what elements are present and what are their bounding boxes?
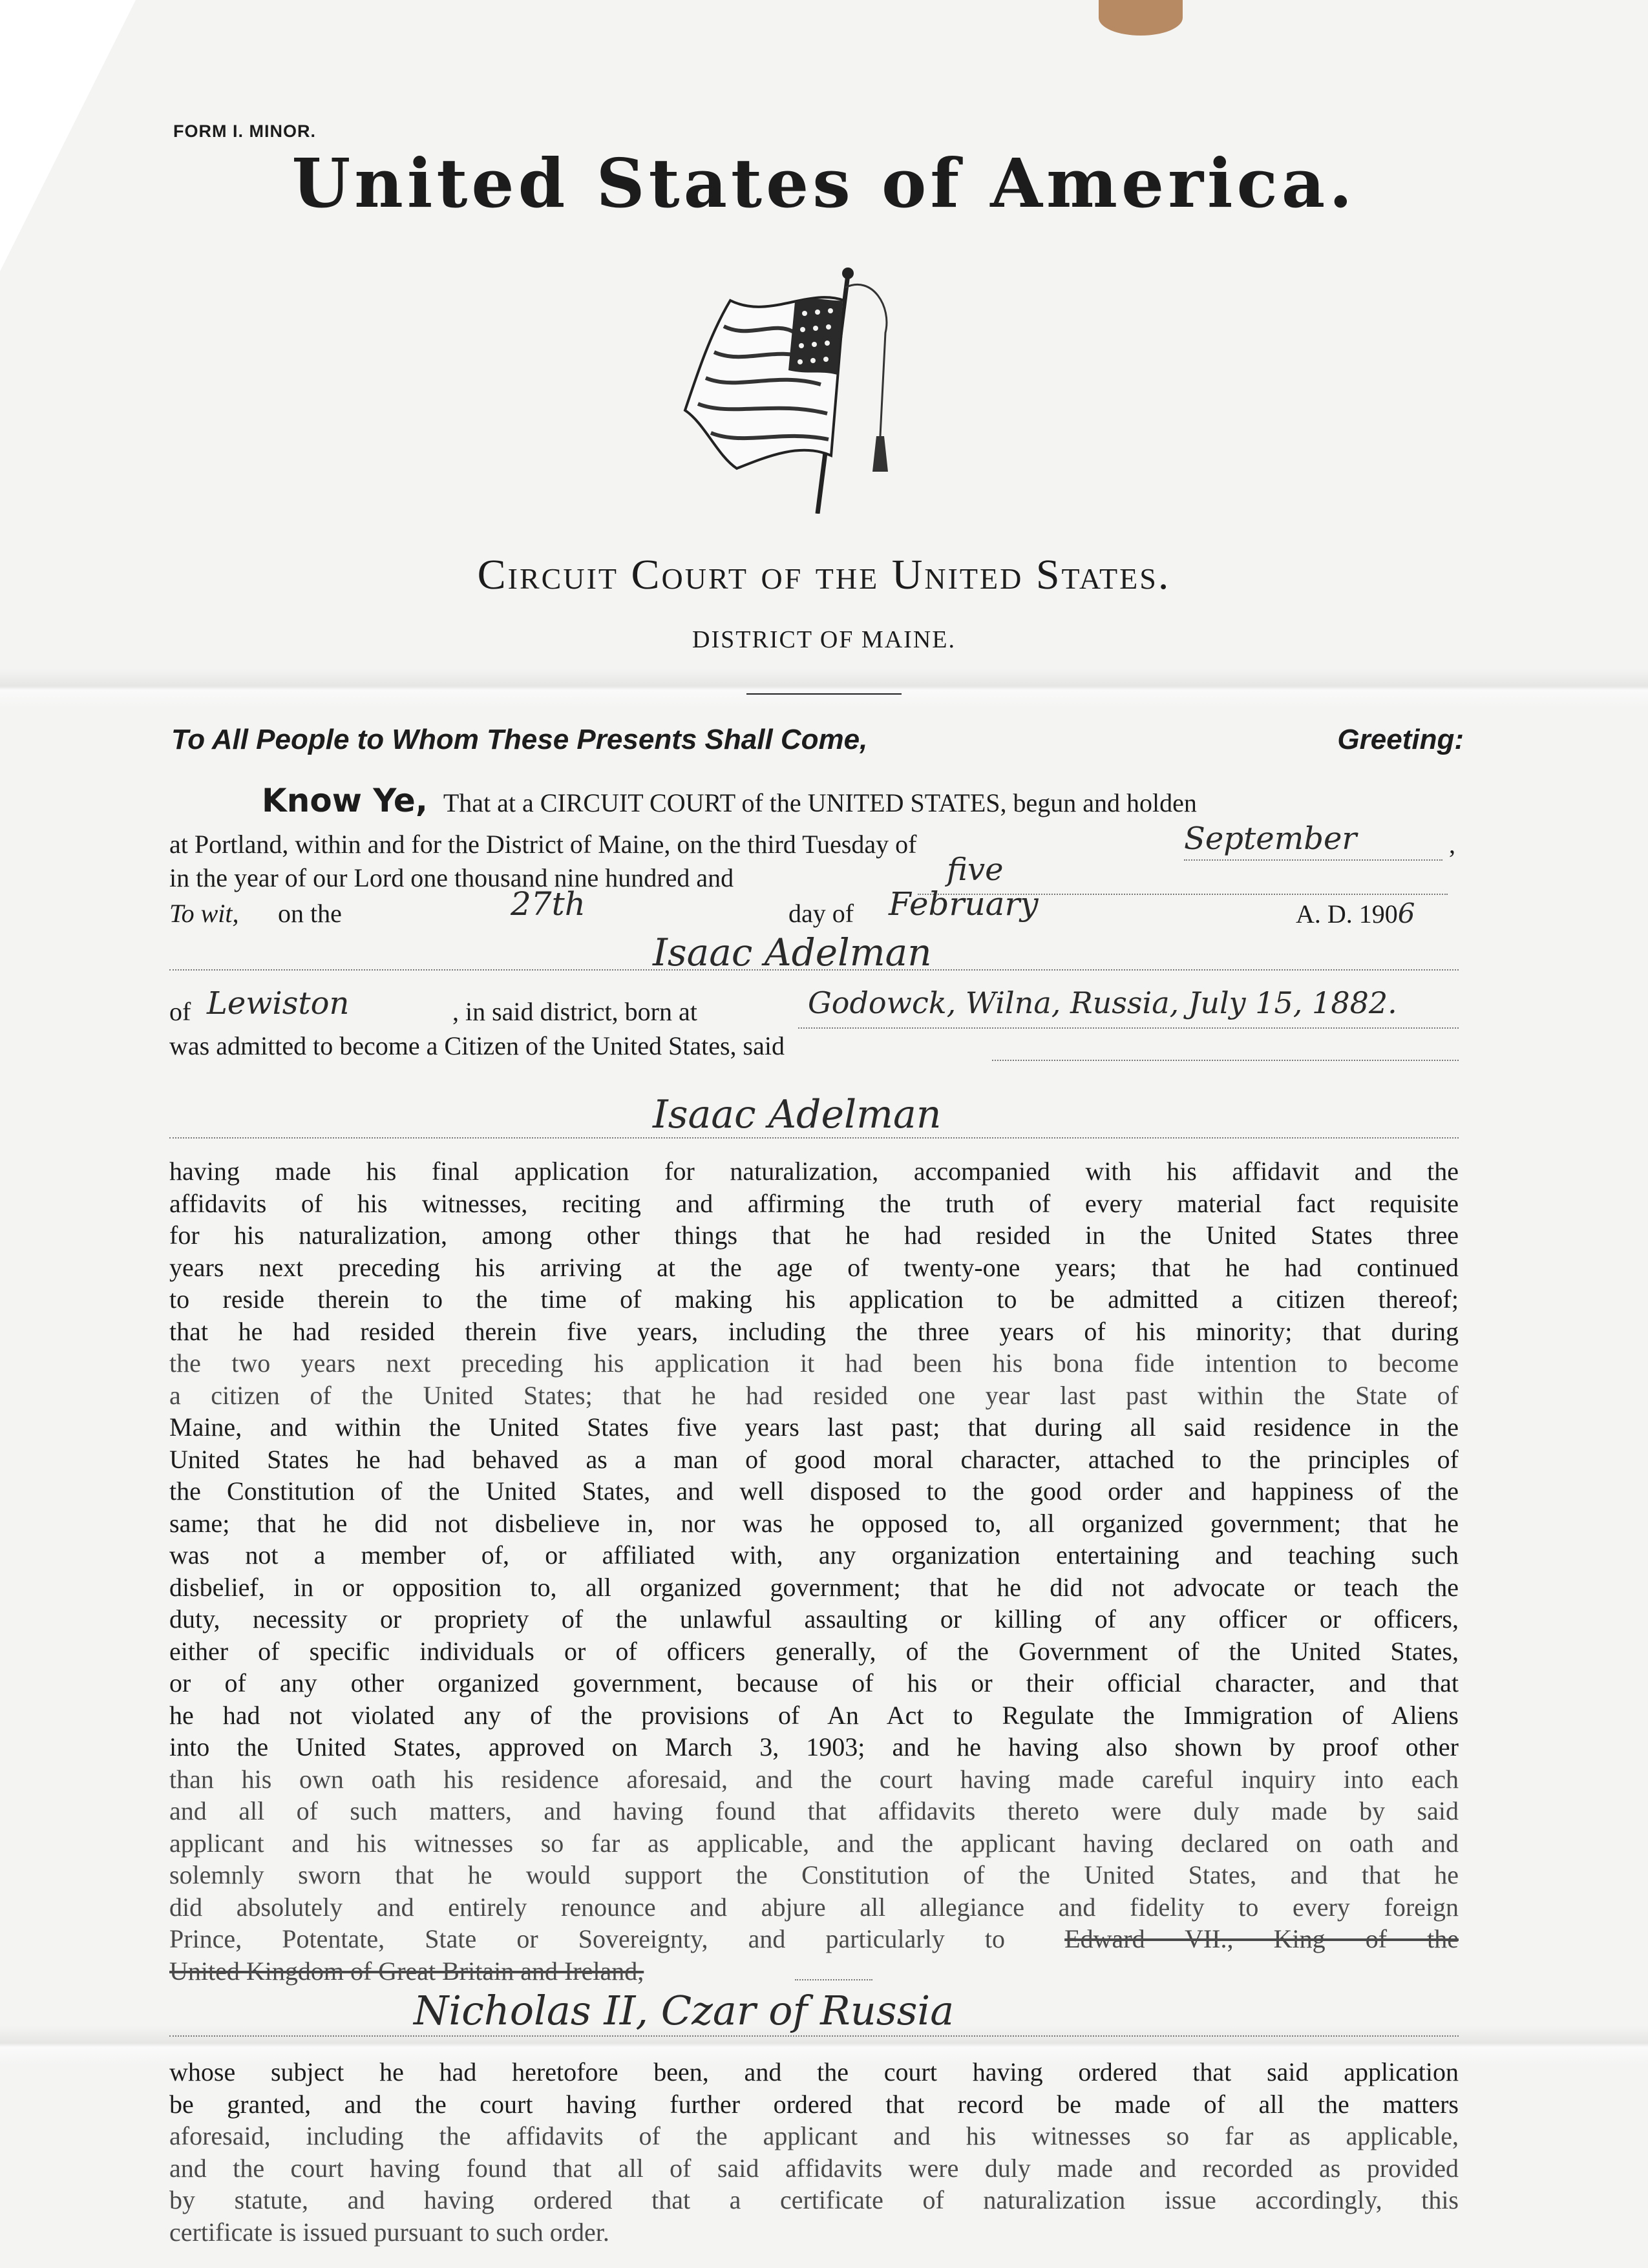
birthplace-handwritten: Godowck, Wilna, Russia, July 15, 1882. — [808, 985, 1397, 1020]
body-line: and all of such matters, and having found that affidavits thereto were duly made by said — [169, 1796, 1459, 1825]
closing-line: certificate is issued pursuant to such order. — [169, 2217, 609, 2247]
form-label: FORM I. MINOR. — [173, 121, 316, 141]
to-wit: To wit, — [169, 899, 239, 928]
closing-line: be granted, and the court having further ordered that record be made of all the matters — [169, 2089, 1459, 2119]
applicant-name-handwritten: Isaac Adelman — [653, 930, 932, 974]
body-line: into the United States, approved on March 3, 1903; and he having also shown by proof other — [169, 1732, 1459, 1761]
closing-line: aforesaid, including the affidavits of the applicant and his witnesses so far as applicable, — [169, 2121, 1459, 2150]
closing-line: whose subject he had heretofore been, and the court having ordered that said application — [169, 2057, 1459, 2086]
anno-domini — [1296, 898, 1415, 930]
field-underline — [795, 1979, 872, 1980]
document-title: United States of America. — [291, 143, 1357, 223]
body-line: did absolutely and entirely renounce and abjure all allegiance and fidelity to every foreign — [169, 1892, 1459, 1922]
body-line: the two years next preceding his application it had been his bona fide intention to become — [169, 1349, 1459, 1378]
certificate-body — [169, 1155, 1459, 1987]
body-line: United States he had behaved as a man of good moral character, attached to the principles of — [169, 1444, 1459, 1474]
struck-kingdom-line — [169, 1955, 1459, 1988]
intro-line-2: at Portland, within and for the District of Maine, on the third Tuesday of — [169, 830, 917, 859]
paper-fold — [0, 669, 1648, 708]
body-line: applicant and his witnesses so far as applicable, and the applicant having declared on oath and — [169, 1828, 1459, 1858]
body-line: or of any other organized government, because of his or their official character, and that — [169, 1668, 1459, 1697]
folded-corner — [0, 0, 136, 271]
body-line: he had not violated any of the provisions of An Act to Regulate the Immigration of Aliens — [169, 1700, 1459, 1730]
intro-line-3: in the year of our Lord one thousand nine hundred and — [169, 863, 734, 892]
body-line: disbelief, in or opposition to, all organized government; that he did not advocate or teach the — [169, 1572, 1459, 1602]
body-line: solemnly sworn that he would support the Constitution of the United States, and that he — [169, 1860, 1459, 1889]
ad-label: A. D. 190 — [1296, 899, 1398, 929]
body-line: years next preceding his arriving at the age of twenty-one years; that he had continued — [169, 1252, 1459, 1282]
district-name: DISTRICT OF MAINE. — [692, 626, 956, 653]
ad-digit-handwritten: 6 — [1397, 898, 1415, 929]
month-handwritten: September — [1184, 821, 1357, 857]
closing-line: and the court having found that all of said affidavits were duly made and recorded as provided — [169, 2153, 1459, 2183]
struck-king: Edward VII., King of the — [1064, 1924, 1459, 1953]
body-line: the Constitution of the United States, and well disposed to the good order and happiness of the — [169, 1476, 1459, 1506]
certificate-closing — [169, 2056, 1459, 2248]
intro-line-1: That at a CIRCUIT COURT of the UNITED STATES, begun and holden — [443, 788, 1197, 817]
of-label: of — [169, 997, 191, 1026]
applicant-name-2-handwritten: Isaac Adelman — [653, 1092, 942, 1137]
field-underline — [992, 1060, 1459, 1061]
body-line: affidavits of his witnesses, reciting and affirming the truth of every material fact requisite — [169, 1188, 1459, 1218]
body-line: duty, necessity or propriety of the unlawful assaulting or killing of any officer or officers, — [169, 1604, 1459, 1633]
greeting-address: To All People to Whom These Presents Shall Come, — [171, 724, 868, 755]
flag-icon — [679, 262, 982, 514]
body-line: to reside therein to the time of making his application to be admitted a citizen thereof; — [169, 1285, 1459, 1314]
body-line: either of specific individuals or of officers generally, of the Government of the United States, — [169, 1636, 1459, 1666]
know-ye: Know Ye, — [262, 782, 428, 819]
field-underline — [169, 969, 1459, 971]
body-line: than his own oath his residence aforesaid, and the court having made careful inquiry into each — [169, 1764, 1459, 1794]
field-underline — [798, 1027, 1459, 1029]
know-ye-line — [262, 782, 1197, 819]
paper-stain — [1099, 0, 1183, 36]
day-of: day of — [788, 899, 854, 928]
town-handwritten: Lewiston — [207, 985, 350, 1022]
sovereign-handwritten: Nicholas II, Czar of Russia — [414, 1987, 955, 2034]
court-name: Circuit Court of the United States. — [477, 551, 1171, 598]
year-handwritten: five — [947, 852, 1004, 888]
field-underline — [169, 2035, 1459, 2037]
month2-handwritten: February — [889, 885, 1039, 923]
body-line: having made his final application for naturalization, accompanied with his affidavit and the — [169, 1157, 1459, 1186]
body-line: that he had resided therein five years, including the three years of his minority; that during — [169, 1316, 1459, 1346]
field-underline — [169, 1137, 1459, 1139]
on-the: on the — [278, 899, 342, 928]
divider-rule — [746, 693, 902, 695]
said-district: , in said district, born at — [452, 997, 697, 1026]
body-line: for his naturalization, among other things that he had resided in the United States three — [169, 1221, 1459, 1250]
greeting-line — [171, 724, 1464, 756]
prince-text: Prince, Potentate, State or Sovereignty, and particularly to — [169, 1924, 1006, 1953]
closing-line: by statute, and having ordered that a certificate of naturalization issue accordingly, this — [169, 2185, 1459, 2214]
field-underline — [1184, 859, 1442, 861]
day-handwritten: 27th — [511, 885, 586, 923]
body-line: was not a member of, or affiliated with, any organization entertaining and teaching such — [169, 1540, 1459, 1570]
body-line: a citizen of the United States; that he had resided one year last past within the State of — [169, 1380, 1459, 1410]
struck-kingdom: United Kingdom of Great Britain and Ireland, — [169, 1956, 644, 1986]
body-line: same; that he did not disbelieve in, nor was he opposed to, all organized government; that he — [169, 1508, 1459, 1538]
greeting-word: Greeting: — [1337, 724, 1464, 755]
body-line: Maine, and within the United States five years last past; that during all said residence in the — [169, 1412, 1459, 1442]
prince-line — [169, 1923, 1459, 1955]
admitted-line: was admitted to become a Citizen of the United States, said — [169, 1031, 785, 1060]
comma: , — [1449, 830, 1455, 859]
